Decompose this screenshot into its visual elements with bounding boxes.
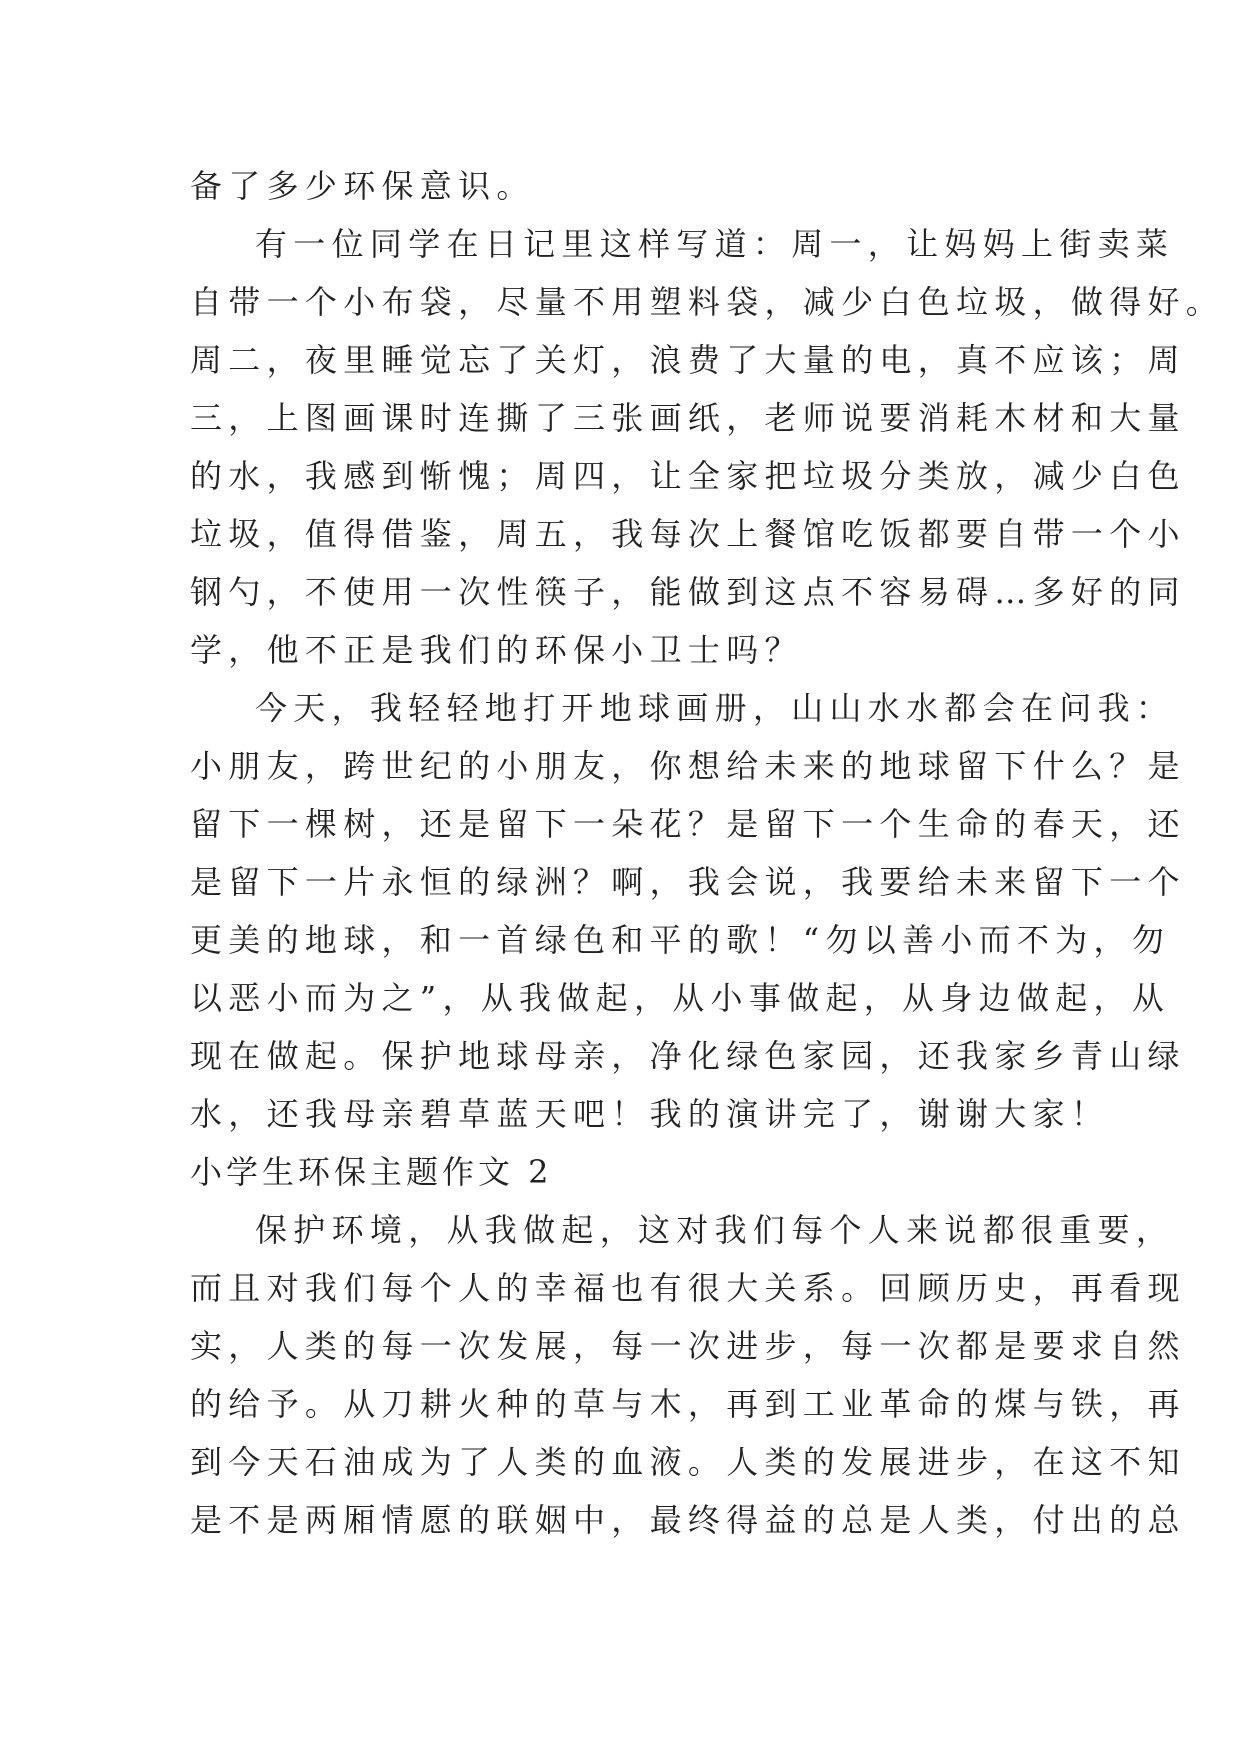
- text-line: 现在做起。保护地球母亲，净化绿色家园，还我家乡青山绿: [190, 1037, 1186, 1075]
- text-line: 钢勺，不使用一次性筷子，能做到这点不容易碍…多好的同: [190, 573, 1186, 611]
- text-line: 周二，夜里睡觉忘了关灯，浪费了大量的电，真不应该；周: [190, 341, 1186, 379]
- text-line: 的给予。从刀耕火种的草与木，再到工业革命的煤与铁，再: [190, 1385, 1186, 1423]
- text-line: 小朋友，跨世纪的小朋友，你想给未来的地球留下什么？是: [190, 747, 1186, 785]
- text-line: 是不是两厢情愿的联姻中，最终得益的总是人类，付出的总: [190, 1501, 1186, 1539]
- text-line: 备了多少环保意识。: [190, 167, 535, 205]
- paragraph-first-line: 今天，我轻轻地打开地球画册，山山水水都会在问我：: [255, 689, 1175, 727]
- paragraph-first-line: 保护环境，从我做起，这对我们每个人来说都很重要，: [255, 1211, 1175, 1249]
- text-line: 垃圾，值得借鉴，周五，我每次上餐馆吃饭都要自带一个小: [190, 515, 1186, 553]
- section-heading: 小学生环保主题作文 2: [190, 1153, 553, 1191]
- text-line: 以恶小而为之”，从我做起，从小事做起，从身边做起，从: [190, 979, 1171, 1017]
- text-line: 的水，我感到惭愧；周四，让全家把垃圾分类放，减少白色: [190, 457, 1186, 495]
- text-line: 三，上图画课时连撕了三张画纸，老师说要消耗木材和大量: [190, 399, 1186, 437]
- text-line: 自带一个小布袋，尽量不用塑料袋，减少白色垃圾，做得好。: [190, 283, 1225, 321]
- text-line: 到今天石油成为了人类的血液。人类的发展进步，在这不知: [190, 1443, 1186, 1481]
- text-line: 是留下一片永恒的绿洲？啊，我会说，我要给未来留下一个: [190, 863, 1186, 901]
- paragraph-first-line: 有一位同学在日记里这样写道：周一，让妈妈上街卖菜: [255, 225, 1175, 263]
- text-line: 学，他不正是我们的环保小卫士吗？: [190, 631, 803, 669]
- text-line: 留下一棵树，还是留下一朵花？是留下一个生命的春天，还: [190, 805, 1186, 843]
- text-line: 水，还我母亲碧草蓝天吧！我的演讲完了，谢谢大家！: [190, 1095, 1110, 1133]
- text-line: 而且对我们每个人的幸福也有很大关系。回顾历史，再看现: [190, 1269, 1186, 1307]
- text-line: 更美的地球，和一首绿色和平的歌！“勿以善小而不为，勿: [190, 921, 1171, 959]
- text-line: 实，人类的每一次发展，每一次进步，每一次都是要求自然: [190, 1327, 1186, 1365]
